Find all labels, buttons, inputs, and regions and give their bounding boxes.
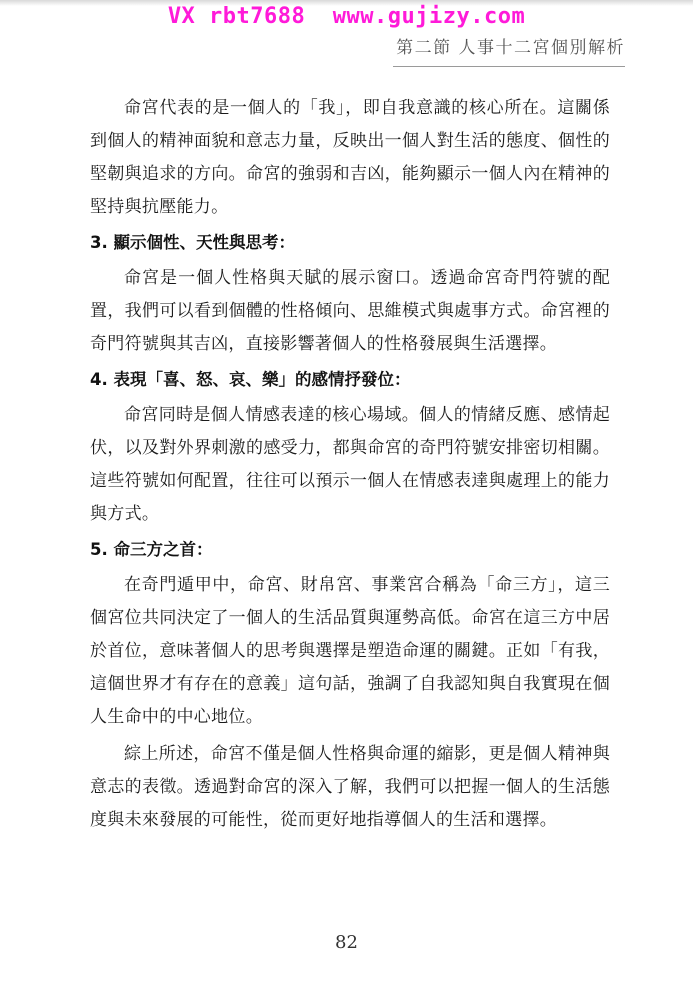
body-paragraph: 綜上所述，命宮不僅是個人性格與命運的縮影，更是個人精神與意志的表徵。透過對命宮的深入了解，我們可以把握一個人的生活態度與未來發展的可能性，從而更好地指導個人的生活和選擇。 [90,744,610,830]
body-paragraph: 在奇門遁甲中，命宮、財帛宮、事業宮合稱為「命三方」，這三個宮位共同決定了一個人的生活品質與運勢高低。命宮在這三方中居於首位，意味著個人的思考與選擇是塑造命運的關鍵。正如「有我，這個世界才有存在的意義」這句話，強調了自我認知與自我實現在個人生命中的中心地位。 [90,575,610,727]
running-header: 第二節 人事十二宮個別解析 [396,38,625,58]
section-heading: 3. 顯示個性、天性與思考： [90,233,295,252]
body-paragraph: 命宮同時是個人情感表達的核心場域。個人的情緒反應、感情起伏，以及對外界刺激的感受力，都與命宮的奇門符號安排密切相關。這些符號如何配置，往往可以預示一個人在情感表達與處理上的能力與方式。 [90,405,610,524]
body-paragraph: 命宮是一個人性格與天賦的展示窗口。透過命宮奇門符號的配置，我們可以看到個體的性格傾向、思維模式與處事方式。命宮裡的奇門符號與其吉凶，直接影響著個人的性格發展與生活選擇。 [90,268,610,354]
body-paragraph: 命宮代表的是一個人的「我」，即自我意識的核心所在。這關係到個人的精神面貌和意志力量，反映出一個人對生活的態度、個性的堅韌與追求的方向。命宮的強弱和吉凶，能夠顯示一個人內在精神的堅持與抗壓能力。 [90,98,610,217]
watermark-text: VX rbt7688 www.gujizy.com [167,4,526,29]
body-text [90,92,610,837]
page-number: 82 [335,932,358,953]
section-heading: 4. 表現「喜、怒、哀、樂」的感情抒發位： [90,370,411,389]
header-rule [393,66,625,67]
section-heading: 5. 命三方之首： [90,540,213,559]
